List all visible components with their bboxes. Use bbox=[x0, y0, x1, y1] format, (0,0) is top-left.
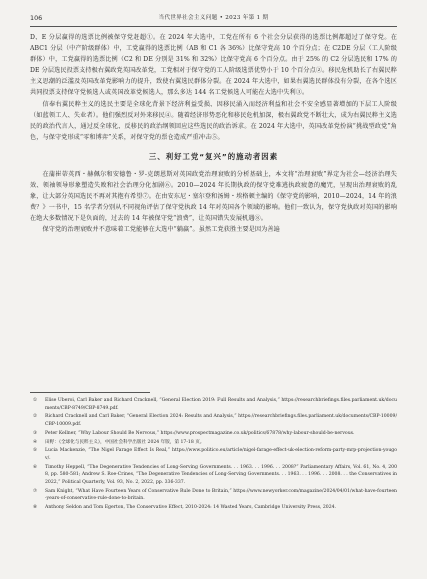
journal-title: 当代世界社会主义问题 • 2023 年第 1 期 bbox=[158, 15, 269, 21]
footnote bbox=[30, 464, 397, 487]
paragraph: 在蒲崔蒂英西・赫佩尔和安德鲁・罗-克朗恩斯对英国政党治理衰败的分析基础上，本文将“治理衰败”界定为社会—经济治理失效、领袖领导形象塑造失败和社会治理分化加剧⑥。2010—2024 年长期执政的保守党难逃执政疲惫的魔咒，呈现出治理衰败的乱象，让大部分英国选民不再对其抱有希望⑦。在由安东尼・塞尔登和汤姆・埃格顿主编的《保守党的影响，2010—2024，14 年的浪费？》一书中，15 名学者分别从不同视角评估了保守党执政 14 年对英国各个领域的影响。他们一致认为，保守党执政对英国的影响在绝大多数情况下是负面的，过去的 14 年被保守党“浪费”，让英国错失发展机遇⑧。 bbox=[30, 170, 397, 223]
paragraph: 保守党的治理衰败并不意味着工党能够在大选中“躺赢”。虽然工党获胜主要是因为善遍 bbox=[42, 226, 280, 234]
footnote-mark: ⑦ bbox=[33, 488, 38, 494]
section-heading: 三、利好工党“复兴”的施动者因素 bbox=[148, 151, 279, 161]
footnote bbox=[30, 430, 397, 438]
footnote bbox=[30, 413, 397, 428]
footnote-text: 田野：《全球化与民粹主义》，中国社会科学出版社 2024 年版，第 17-18 页。 bbox=[45, 439, 205, 445]
footnote-text: Timothy Heppell, “The Degenerative Tendencies of Long-Serving Governments. . . 1963. . . 1996. . . 2008?” Parliamentary Affairs, Vol. 61, No. 4, 2008, pp. 580-581; Andrew S. Roe-Crines, “The Degenerative Tendencies of Long-Serving Governments. . . 1963. . . 1996. . . 2008. . . the Conservatives in 2022,” Political Quarterly, Vol. 93, No. 2, 2022, pp. 336-337. bbox=[45, 464, 397, 485]
footnote-text: Sam Knight, “What Have Fourteen Years of Conservative Rule Done to Britain,” https://www.newyorker.com/magazine/2024/04/01/what-have-fourteen-years-of-conservative-rule-done-to-britain. bbox=[45, 488, 397, 502]
footnote-text: Elise Uberoi, Carl Baker and Richard Cracknell, “General Election 2019: Full Results and Analysis,” https://researchbriefings.files.parliament.uk/documents/CBP-8749/CBP-8749.pdf. bbox=[45, 398, 397, 411]
footnotes bbox=[30, 397, 397, 513]
body-text bbox=[30, 32, 397, 236]
paragraph: 信奉右翼民粹主义的选民主要是全球化背景下经济利益受损、因移民涌入而经济利益和社会不安全感显著增加的下层工人阶级（如蓝领工人、失业者）。他们强烈反对外来移民④。随着经济形势恶化和移民危机加深，极右翼政党不断壮大，成为右翼民粹主义选民的政治代言人，通过反全球化、反移民的政治纲领回应这些选民的政治诉求。在 2024 年大选中，英国改革党扮演“挑战型政党”角色，与保守党形成“零和博弈”关系，对保守党的票仓造成严重冲击⑤。 bbox=[30, 100, 397, 141]
footnote-mark: ⑤ bbox=[33, 448, 38, 454]
footnote-mark: ④ bbox=[33, 439, 38, 445]
paragraph: D、E 分层赢得的选票比例被保守党赶超①。在 2024 年大选中，工党在所有 6 个社会分层获得的选票比例都超过了保守党。在 ABC1 分层（中产阶级群体）中，工党赢得的选票比例（AB 和 C1 各 36%）比保守党高 10 个百分点；在 C2DE 分层（工人阶级群体）中，工党赢得的选票比例（C2 和 DE 分别是 31% 和 32%）比保守党高 6 个百分点。由于 25% 的 C2 分层选民和 17% 的 DE 分层选民投票支持极右翼政党英国改革党，工党相对于保守党的工人阶级选票优势小于 10 个百分点②。移民危机助长了右翼民粹主义思潮的泛滥及英国改革党影响力的提升，致使右翼选民群体分裂。在 2024 年大选中，如果右翼选民群体没有分裂，在各个选区共同投票支持保守党候选人或英国改革党候选人，那么多达 144 名工党候选人可能在大选中失利③。 bbox=[30, 34, 398, 97]
footnote-text: Peter Kellner, “Why Labour Should Be Nervous,” https://www.prospectmagazine.co.uk/politics/67878/why-labour-should-be-nervous. bbox=[45, 430, 355, 436]
page-number: 106 bbox=[30, 14, 43, 22]
footnote bbox=[30, 504, 397, 512]
footnote-mark: ⑥ bbox=[33, 464, 38, 470]
footnote bbox=[30, 447, 397, 462]
footnote-divider bbox=[30, 392, 150, 393]
footnote-mark: ① bbox=[33, 398, 38, 403]
footnote-mark: ⑧ bbox=[33, 505, 38, 511]
footnote-mark: ② bbox=[33, 414, 38, 420]
footnote-mark: ③ bbox=[33, 430, 38, 436]
running-head bbox=[30, 12, 397, 27]
footnote-text: Lucia Mackenzie, “The Nigel Farage Effect Is Real,” https://www.politico.eu/article/nigel-farage-effect-uk-election-reform-party-mrp-projection-yougov/. bbox=[45, 448, 397, 461]
footnote bbox=[30, 439, 397, 447]
footnote-text: Richard Cracknell and Carl Baker, “General Election 2024: Results and Analysis,” https://researchbriefings.files.parliament.uk/documents/CBP-10009/CBP-10009.pdf. bbox=[45, 414, 397, 427]
footnote bbox=[30, 488, 397, 503]
footnote-text: Anthony Seldon and Tom Egerton, The Conservative Effect, 2010-2024: 14 Wasted Years, Cambridge University Press, 2024. bbox=[45, 505, 337, 511]
footnote bbox=[30, 397, 397, 412]
